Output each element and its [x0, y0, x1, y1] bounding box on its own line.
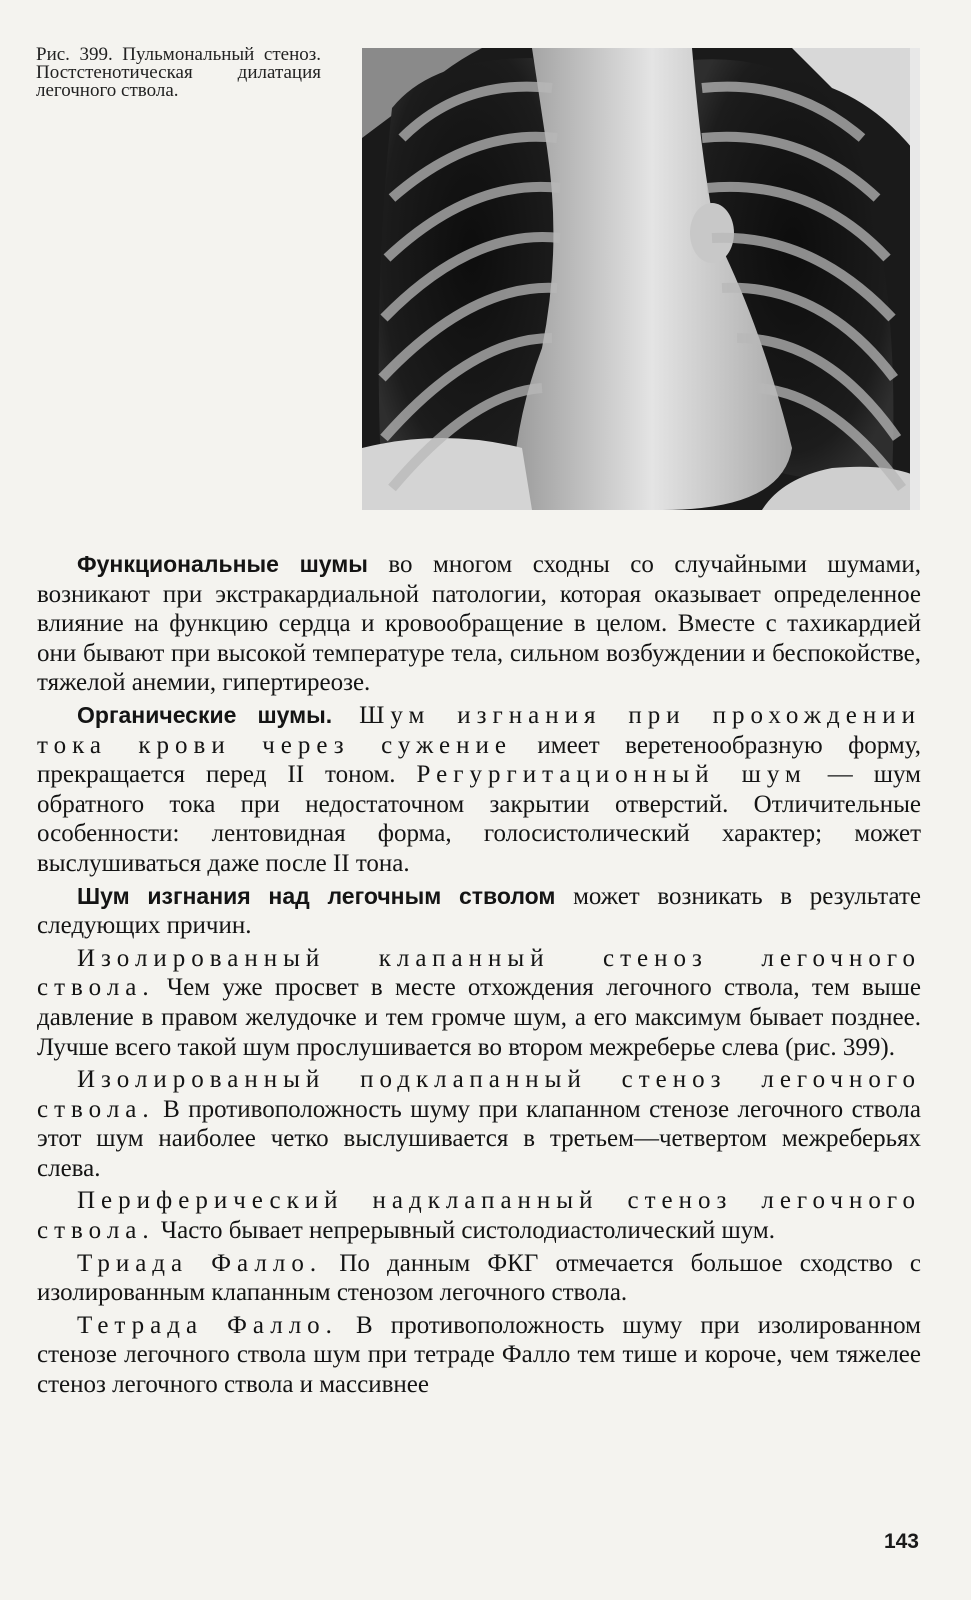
- body-text: [37, 550, 921, 1400]
- paragraph-text: может возникать в результате следующих причин.: [37, 882, 921, 940]
- paragraph-peripheral-stenosis: [37, 1186, 921, 1245]
- paragraph-text: во многом сходны со случайными шумами, возникают при экстракардиальной патологии, которая оказывает определенное влияние на функцию сердца и кровообращение в целом. Вместе с тахикардией они бывают при высокой температуре тела, сильном возбуждении и беспокойстве, тяжелой анемии, гипертиреозе.: [37, 551, 921, 697]
- paragraph-text: Чем уже просвет в месте отхождения легочного ствола, тем выше давление в правом желудочке и тем громче шум, а его максимум бывает позднее. Лучше всего такой шум прослушивается во втором межреберье слева (рис. 399).: [37, 974, 921, 1061]
- figure-caption: Рис. 399. Пульмональный стеноз. Постстенотическая дилатация легочного ствола.: [36, 44, 321, 101]
- paragraph-ejection-murmur: [37, 882, 921, 941]
- spaced-term: Изолированный подклапанный стеноз легочного ствола.: [37, 1066, 921, 1123]
- paragraph-fallot-tetrad: [37, 1311, 921, 1400]
- bold-term: Функциональные шумы: [77, 551, 368, 577]
- paragraph-text: По данным ФКГ отмечается большое сходство с изолированным клапанным стенозом легочного ствола.: [37, 1249, 921, 1307]
- paragraph-fallot-triad: [37, 1249, 921, 1308]
- page-number: 143: [883, 1530, 919, 1553]
- spaced-term: Периферический надклапанный стеноз легочного ствола.: [37, 1187, 921, 1245]
- spaced-term: Регургитационный шум: [416, 761, 807, 789]
- spaced-term: Триада Фалло.: [77, 1249, 323, 1277]
- paragraph-text: — шум обратного тока при недостаточном закрытии отверстий. Отличительные особенности: лентовидная форма, голосистолический характер; может выслушиваться даже после II тона.: [37, 761, 921, 877]
- paragraph-text: имеет веретенообразную форму, прекращается перед II тоном.: [37, 731, 921, 789]
- xray-figure: [362, 48, 920, 510]
- chest-xray-image: [362, 48, 920, 510]
- spaced-term: Изолированный клапанный стеноз легочного ствола.: [37, 944, 921, 1002]
- spaced-term: Тетрада Фалло.: [77, 1311, 338, 1339]
- spaced-term: Шум изгнания при прохождении тока крови через сужение: [37, 701, 921, 759]
- paragraph-organic-murmurs: [37, 701, 921, 879]
- paragraph-valvular-stenosis: [37, 944, 921, 1062]
- paragraph-text: В противоположность шуму при клапанном стенозе легочного ствола этот шум наиболее четко выслушивается в третьем—четвертом межреберьях слева.: [37, 1095, 921, 1182]
- paragraph-subvalvular-stenosis: [37, 1065, 921, 1183]
- paragraph-functional-murmurs: [37, 550, 921, 698]
- bold-term: Органические шумы.: [77, 701, 333, 728]
- paragraph-text: Часто бывает непрерывный систолодиастолический шум.: [154, 1217, 775, 1245]
- bold-term: Шум изгнания над легочным стволом: [77, 882, 556, 909]
- paragraph-text: В противоположность шуму при изолированном стенозе легочного ствола шум при тетраде Фалло тем тише и короче, чем тяжелее стеноз легочного ствола и массивнее: [37, 1311, 921, 1399]
